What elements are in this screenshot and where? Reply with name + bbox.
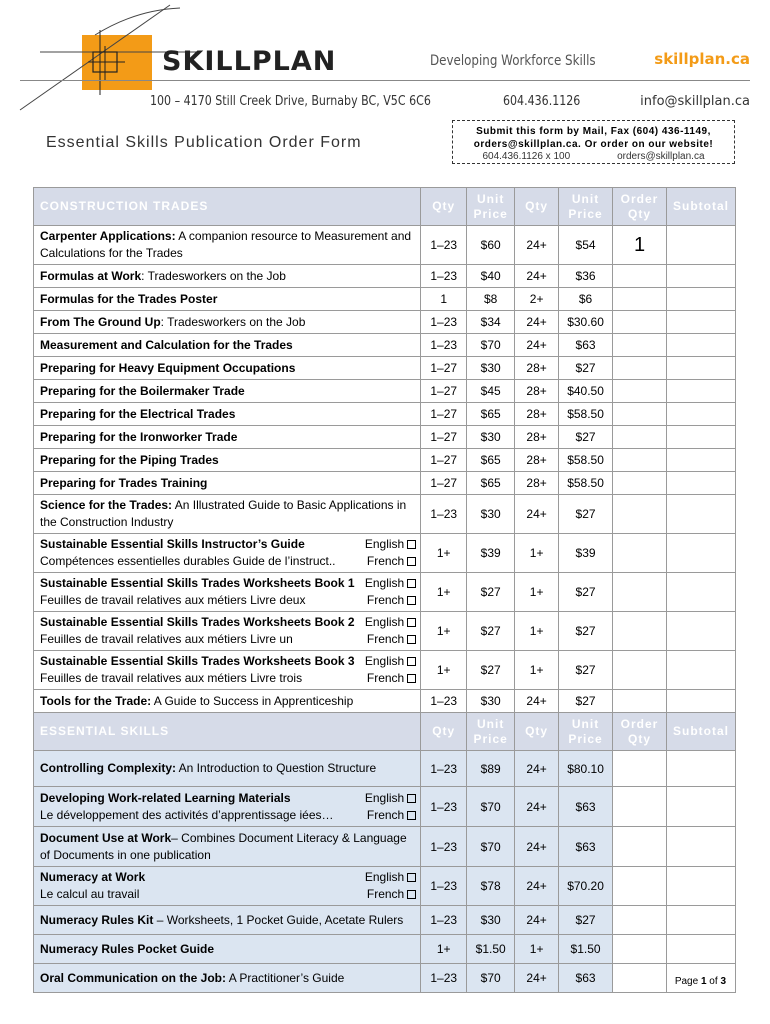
- qty-tier-1: 1–23: [421, 265, 467, 288]
- product-french-title: Le développement des activités d’apprentissage iées…: [40, 807, 334, 822]
- product-french-title: Feuilles de travail relatives aux métiers Livre un: [40, 632, 293, 646]
- unit-price-tier-1: $60: [467, 226, 515, 265]
- subtotal-field[interactable]: [666, 357, 735, 380]
- unit-price-tier-1: $30: [467, 426, 515, 449]
- col-qty-header: Qty: [421, 713, 467, 751]
- qty-tier-2: 28+: [515, 357, 559, 380]
- english-checkbox[interactable]: [407, 873, 416, 882]
- col-unit-price-header: Unit Price: [559, 188, 613, 226]
- subtotal-field[interactable]: [666, 226, 735, 265]
- product-row: [34, 311, 736, 334]
- qty-tier-1: 1–23: [421, 827, 467, 867]
- qty-tier-1: 1–23: [421, 867, 467, 906]
- product-row: [34, 472, 736, 495]
- subtotal-field[interactable]: [666, 380, 735, 403]
- product-french-title: Feuilles de travail relatives aux métiers Livre deux: [40, 593, 306, 607]
- page-number: Page 1 of 3: [674, 976, 726, 987]
- product-french-title: Le calcul au travail: [40, 887, 140, 901]
- unit-price-tier-2: $6: [559, 288, 613, 311]
- product-row: [34, 357, 736, 380]
- french-checkbox[interactable]: [407, 811, 416, 820]
- product-title: Document Use at Work: [40, 830, 172, 845]
- address: 100 – 4170 Still Creek Drive, Burnaby BC, V5C 6C6: [150, 94, 431, 109]
- english-checkbox[interactable]: [407, 540, 416, 549]
- qty-tier-2: 24+: [515, 787, 559, 827]
- product-title: Preparing for Trades Training: [40, 475, 208, 490]
- product-title: Numeracy Rules Pocket Guide: [40, 941, 215, 956]
- subtotal-field[interactable]: [666, 265, 735, 288]
- product-title: Numeracy Rules Kit: [40, 912, 154, 927]
- product-title: Numeracy at Work: [40, 870, 146, 884]
- english-checkbox[interactable]: [407, 794, 416, 803]
- product-name-cell: [34, 403, 421, 426]
- subtotal-field[interactable]: [666, 906, 735, 935]
- product-row: [34, 226, 736, 265]
- product-title: Preparing for the Electrical Trades: [40, 406, 236, 421]
- product-row: [34, 265, 736, 288]
- qty-tier-1: 1–27: [421, 426, 467, 449]
- unit-price-tier-2: $63: [559, 787, 613, 827]
- subtotal-field[interactable]: [666, 495, 735, 534]
- order-qty-input[interactable]: [613, 534, 667, 573]
- col-qty-header: Qty: [515, 188, 559, 226]
- product-title: Sustainable Essential Skills Trades Worksheets Book 2: [40, 615, 355, 629]
- header-divider: [20, 80, 750, 81]
- unit-price-tier-2: $36: [559, 265, 613, 288]
- product-title: Preparing for the Piping Trades: [40, 452, 219, 467]
- order-qty-input[interactable]: [613, 751, 667, 787]
- product-title: Formulas for the Trades Poster: [40, 291, 218, 306]
- order-qty-input[interactable]: [613, 867, 667, 906]
- product-name-cell: [34, 867, 421, 906]
- english-option[interactable]: English: [365, 575, 416, 592]
- unit-price-tier-2: $58.50: [559, 403, 613, 426]
- subtotal-field[interactable]: [666, 651, 735, 690]
- product-row: [34, 906, 736, 935]
- unit-price-tier-1: $27: [467, 651, 515, 690]
- unit-price-tier-1: $39: [467, 534, 515, 573]
- product-row: [34, 964, 736, 993]
- product-title: Carpenter Applications:: [40, 229, 176, 243]
- col-qty-header: Qty: [515, 713, 559, 751]
- product-title: Tools for the Trade:: [40, 693, 152, 708]
- product-row: [34, 449, 736, 472]
- qty-tier-2: 2+: [515, 288, 559, 311]
- english-option[interactable]: English: [365, 869, 416, 886]
- subtotal-field[interactable]: [666, 534, 735, 573]
- product-description: A Guide to Success in Apprenticeship: [153, 693, 354, 708]
- unit-price-tier-2: $27: [559, 651, 613, 690]
- subtotal-field[interactable]: [666, 403, 735, 426]
- col-order-qty-header: Order Qty: [613, 188, 667, 226]
- french-checkbox[interactable]: [407, 596, 416, 605]
- notice-phone: 604.436.1126 x 100: [482, 151, 571, 162]
- order-qty-input[interactable]: [613, 426, 667, 449]
- product-row: [34, 827, 736, 867]
- product-title: Developing Work-related Learning Materials: [40, 790, 291, 805]
- unit-price-tier-2: $63: [559, 334, 613, 357]
- qty-tier-1: 1–27: [421, 380, 467, 403]
- subtotal-field[interactable]: [666, 827, 735, 867]
- qty-tier-1: 1–27: [421, 472, 467, 495]
- unit-price-tier-1: $70: [467, 827, 515, 867]
- product-row: [34, 495, 736, 534]
- subtotal-field[interactable]: [666, 426, 735, 449]
- unit-price-tier-2: $63: [559, 827, 613, 867]
- col-unit-price-header: Unit Price: [559, 713, 613, 751]
- qty-tier-2: 24+: [515, 906, 559, 935]
- form-title: Essential Skills Publication Order Form: [46, 134, 362, 151]
- product-description: A companion resource to Measurement and Calculations for the Trades: [40, 229, 412, 260]
- unit-price-tier-2: $80.10: [559, 751, 613, 787]
- product-name-cell: [34, 751, 421, 787]
- qty-tier-1: 1+: [421, 612, 467, 651]
- product-name-cell: [34, 495, 421, 534]
- unit-price-tier-2: $27: [559, 906, 613, 935]
- unit-price-tier-2: $27: [559, 495, 613, 534]
- product-description: : Tradesworkers on the Job: [160, 314, 306, 329]
- subtotal-field[interactable]: [666, 288, 735, 311]
- product-row: [34, 426, 736, 449]
- product-name-cell: [34, 380, 421, 403]
- unit-price-tier-1: $27: [467, 612, 515, 651]
- unit-price-tier-1: $78: [467, 867, 515, 906]
- qty-tier-2: 28+: [515, 449, 559, 472]
- product-name-cell: [34, 357, 421, 380]
- qty-tier-1: 1+: [421, 651, 467, 690]
- english-option[interactable]: English: [365, 536, 416, 553]
- qty-tier-2: 24+: [515, 311, 559, 334]
- french-option[interactable]: French: [367, 553, 416, 570]
- english-option[interactable]: English: [365, 614, 416, 631]
- product-name-cell: [34, 612, 421, 651]
- order-qty-input[interactable]: [613, 651, 667, 690]
- product-french-title: Compétences essentielles durables Guide de l’instruct..: [40, 554, 336, 568]
- french-checkbox[interactable]: [407, 635, 416, 644]
- unit-price-tier-1: $70: [467, 787, 515, 827]
- product-french-title: Feuilles de travail relatives aux métiers Livre trois: [40, 671, 303, 685]
- qty-tier-2: 24+: [515, 334, 559, 357]
- qty-tier-1: 1–27: [421, 449, 467, 472]
- french-option[interactable]: French: [367, 807, 416, 824]
- section-header: [34, 713, 736, 751]
- order-qty-input[interactable]: [613, 403, 667, 426]
- subtotal-field[interactable]: [666, 449, 735, 472]
- product-row: [34, 651, 736, 690]
- order-qty-input[interactable]: [613, 612, 667, 651]
- qty-tier-2: 24+: [515, 827, 559, 867]
- order-qty-input[interactable]: [613, 449, 667, 472]
- product-name-cell: [34, 426, 421, 449]
- product-title: Sustainable Essential Skills Trades Worksheets Book 3: [40, 654, 355, 668]
- qty-tier-2: 24+: [515, 690, 559, 713]
- qty-tier-2: 28+: [515, 472, 559, 495]
- col-subtotal-header: Subtotal: [666, 713, 735, 751]
- unit-price-tier-1: $34: [467, 311, 515, 334]
- product-description: An Illustrated Guide to Basic Applications in the Construction Industry: [40, 498, 407, 529]
- section-title: CONSTRUCTION TRADES: [34, 188, 421, 226]
- unit-price-tier-1: $65: [467, 449, 515, 472]
- col-unit-price-header: Unit Price: [467, 713, 515, 751]
- product-row: [34, 573, 736, 612]
- product-name-cell: [34, 827, 421, 867]
- qty-tier-2: 24+: [515, 495, 559, 534]
- qty-tier-2: 28+: [515, 426, 559, 449]
- qty-tier-1: 1+: [421, 534, 467, 573]
- unit-price-tier-2: $63: [559, 964, 613, 993]
- product-row: [34, 690, 736, 713]
- qty-tier-2: 1+: [515, 612, 559, 651]
- submission-notice: [452, 120, 735, 164]
- product-name-cell: [34, 964, 421, 993]
- french-option[interactable]: French: [367, 886, 416, 903]
- order-qty-input[interactable]: [613, 334, 667, 357]
- order-qty-input[interactable]: [613, 964, 667, 993]
- order-qty-input[interactable]: [613, 690, 667, 713]
- subtotal-field[interactable]: [666, 472, 735, 495]
- product-row: [34, 403, 736, 426]
- order-qty-input[interactable]: [613, 787, 667, 827]
- qty-tier-1: 1: [421, 288, 467, 311]
- section-title: ESSENTIAL SKILLS: [34, 713, 421, 751]
- french-checkbox[interactable]: [407, 674, 416, 683]
- product-title: Sustainable Essential Skills Trades Worksheets Book 1: [40, 576, 355, 590]
- qty-tier-1: 1–23: [421, 751, 467, 787]
- french-option[interactable]: French: [367, 592, 416, 609]
- product-row: [34, 380, 736, 403]
- col-qty-header: Qty: [421, 188, 467, 226]
- notice-email: orders@skillplan.ca: [617, 151, 705, 162]
- qty-tier-1: 1–23: [421, 334, 467, 357]
- product-row: [34, 787, 736, 827]
- product-name-cell: [34, 226, 421, 265]
- col-subtotal-header: Subtotal: [666, 188, 735, 226]
- unit-price-tier-2: $70.20: [559, 867, 613, 906]
- qty-tier-2: 1+: [515, 935, 559, 964]
- french-checkbox[interactable]: [407, 557, 416, 566]
- product-description: An Introduction to Question Structure: [178, 761, 377, 775]
- unit-price-tier-1: $8: [467, 288, 515, 311]
- qty-tier-1: 1–23: [421, 311, 467, 334]
- qty-tier-1: 1–27: [421, 403, 467, 426]
- order-qty-input[interactable]: [613, 935, 667, 964]
- unit-price-tier-2: $27: [559, 426, 613, 449]
- product-name-cell: [34, 787, 421, 827]
- english-checkbox[interactable]: [407, 657, 416, 666]
- qty-tier-2: 1+: [515, 573, 559, 612]
- subtotal-field[interactable]: [666, 935, 735, 964]
- qty-tier-1: 1–23: [421, 906, 467, 935]
- product-row: [34, 534, 736, 573]
- unit-price-tier-1: $65: [467, 472, 515, 495]
- order-qty-input[interactable]: [613, 906, 667, 935]
- product-name-cell: [34, 534, 421, 573]
- product-title: Preparing for the Boilermaker Trade: [40, 383, 245, 398]
- product-description: A Practitioner’s Guide: [228, 970, 345, 985]
- col-unit-price-header: Unit Price: [467, 188, 515, 226]
- english-option[interactable]: English: [365, 653, 416, 670]
- qty-tier-2: 24+: [515, 964, 559, 993]
- unit-price-tier-1: $30: [467, 357, 515, 380]
- order-qty-input[interactable]: 1: [613, 226, 667, 265]
- unit-price-tier-2: $27: [559, 357, 613, 380]
- product-description: – Worksheets, 1 Pocket Guide, Acetate Rulers: [153, 912, 404, 927]
- qty-tier-1: 1–27: [421, 357, 467, 380]
- unit-price-tier-1: $45: [467, 380, 515, 403]
- product-name-cell: [34, 334, 421, 357]
- unit-price-tier-2: $27: [559, 573, 613, 612]
- unit-price-tier-1: $1.50: [467, 935, 515, 964]
- unit-price-tier-2: $58.50: [559, 449, 613, 472]
- product-title: Preparing for Heavy Equipment Occupations: [40, 360, 296, 375]
- order-qty-input[interactable]: [613, 288, 667, 311]
- french-option[interactable]: French: [367, 670, 416, 687]
- order-qty-input[interactable]: [613, 472, 667, 495]
- tagline: Developing Workforce Skills: [430, 53, 596, 69]
- order-qty-input[interactable]: [613, 311, 667, 334]
- subtotal-field[interactable]: [666, 612, 735, 651]
- order-qty-input[interactable]: [613, 265, 667, 288]
- unit-price-tier-1: $30: [467, 906, 515, 935]
- order-qty-input[interactable]: [613, 827, 667, 867]
- qty-tier-2: 1+: [515, 534, 559, 573]
- product-title: From The Ground Up: [40, 314, 161, 329]
- unit-price-tier-2: $27: [559, 612, 613, 651]
- col-order-qty-header: Order Qty: [613, 713, 667, 751]
- notice-contacts: [459, 151, 728, 162]
- order-qty-input[interactable]: [613, 380, 667, 403]
- unit-price-tier-2: $54: [559, 226, 613, 265]
- notice-line-2: orders@skillplan.ca. Or order on our website!: [473, 139, 714, 150]
- section-header: [34, 188, 736, 226]
- unit-price-tier-1: $89: [467, 751, 515, 787]
- english-checkbox[interactable]: [407, 618, 416, 627]
- unit-price-tier-1: $70: [467, 334, 515, 357]
- product-row: [34, 751, 736, 787]
- product-name-cell: [34, 288, 421, 311]
- product-title: Sustainable Essential Skills Instructor’s Guide: [40, 537, 305, 551]
- order-qty-input[interactable]: [613, 573, 667, 612]
- unit-price-tier-1: $30: [467, 495, 515, 534]
- order-table: [33, 187, 736, 993]
- product-title: Formulas at Work: [40, 268, 142, 283]
- product-name-cell: [34, 449, 421, 472]
- product-row: [34, 867, 736, 906]
- qty-tier-1: 1+: [421, 573, 467, 612]
- qty-tier-1: 1–23: [421, 495, 467, 534]
- qty-tier-1: 1–23: [421, 787, 467, 827]
- product-name-cell: [34, 573, 421, 612]
- english-option[interactable]: English: [365, 790, 416, 807]
- qty-tier-1: 1–23: [421, 226, 467, 265]
- qty-tier-2: 28+: [515, 403, 559, 426]
- qty-tier-2: 24+: [515, 751, 559, 787]
- product-description: – Combines Document Literacy & Language of Documents in one publication: [40, 830, 407, 862]
- subtotal-field[interactable]: [666, 690, 735, 713]
- product-name-cell: [34, 690, 421, 713]
- product-name-cell: [34, 935, 421, 964]
- product-row: [34, 334, 736, 357]
- product-row: [34, 612, 736, 651]
- email-link[interactable]: info@skillplan.ca: [640, 94, 750, 109]
- subtotal-field[interactable]: [666, 787, 735, 827]
- qty-tier-2: 1+: [515, 651, 559, 690]
- unit-price-tier-2: $40.50: [559, 380, 613, 403]
- phone-number: 604.436.1126: [503, 94, 581, 109]
- order-qty-input[interactable]: [613, 357, 667, 380]
- qty-tier-2: 24+: [515, 226, 559, 265]
- product-row: [34, 935, 736, 964]
- subtotal-field[interactable]: [666, 867, 735, 906]
- unit-price-tier-1: $65: [467, 403, 515, 426]
- product-title: Science for the Trades:: [40, 498, 173, 512]
- qty-tier-1: 1+: [421, 935, 467, 964]
- french-checkbox[interactable]: [407, 890, 416, 899]
- unit-price-tier-2: $30.60: [559, 311, 613, 334]
- qty-tier-2: 24+: [515, 867, 559, 906]
- qty-tier-2: 24+: [515, 265, 559, 288]
- unit-price-tier-2: $27: [559, 690, 613, 713]
- notice-line-1: Submit this form by Mail, Fax (604) 436-1149,: [476, 126, 711, 137]
- subtotal-field[interactable]: [666, 311, 735, 334]
- subtotal-field[interactable]: [666, 573, 735, 612]
- product-description: : Tradesworkers on the Job: [141, 268, 286, 283]
- french-option[interactable]: French: [367, 631, 416, 648]
- subtotal-field[interactable]: [666, 751, 735, 787]
- unit-price-tier-1: $70: [467, 964, 515, 993]
- product-name-cell: [34, 651, 421, 690]
- subtotal-field[interactable]: [666, 334, 735, 357]
- product-name-cell: [34, 311, 421, 334]
- unit-price-tier-2: $1.50: [559, 935, 613, 964]
- unit-price-tier-1: $40: [467, 265, 515, 288]
- brand-name: SKILLPLAN: [162, 46, 337, 77]
- product-row: [34, 288, 736, 311]
- unit-price-tier-2: $58.50: [559, 472, 613, 495]
- english-checkbox[interactable]: [407, 579, 416, 588]
- order-qty-input[interactable]: [613, 495, 667, 534]
- qty-tier-2: 28+: [515, 380, 559, 403]
- qty-tier-1: 1–23: [421, 964, 467, 993]
- product-name-cell: [34, 472, 421, 495]
- product-title: Oral Communication on the Job:: [40, 970, 227, 985]
- unit-price-tier-1: $27: [467, 573, 515, 612]
- product-title: Controlling Complexity:: [40, 761, 176, 775]
- website-link[interactable]: skillplan.ca: [654, 50, 750, 68]
- unit-price-tier-1: $30: [467, 690, 515, 713]
- product-name-cell: [34, 906, 421, 935]
- qty-tier-1: 1–23: [421, 690, 467, 713]
- product-name-cell: [34, 265, 421, 288]
- product-title: Preparing for the Ironworker Trade: [40, 429, 238, 444]
- unit-price-tier-2: $39: [559, 534, 613, 573]
- product-title: Measurement and Calculation for the Trades: [40, 337, 293, 352]
